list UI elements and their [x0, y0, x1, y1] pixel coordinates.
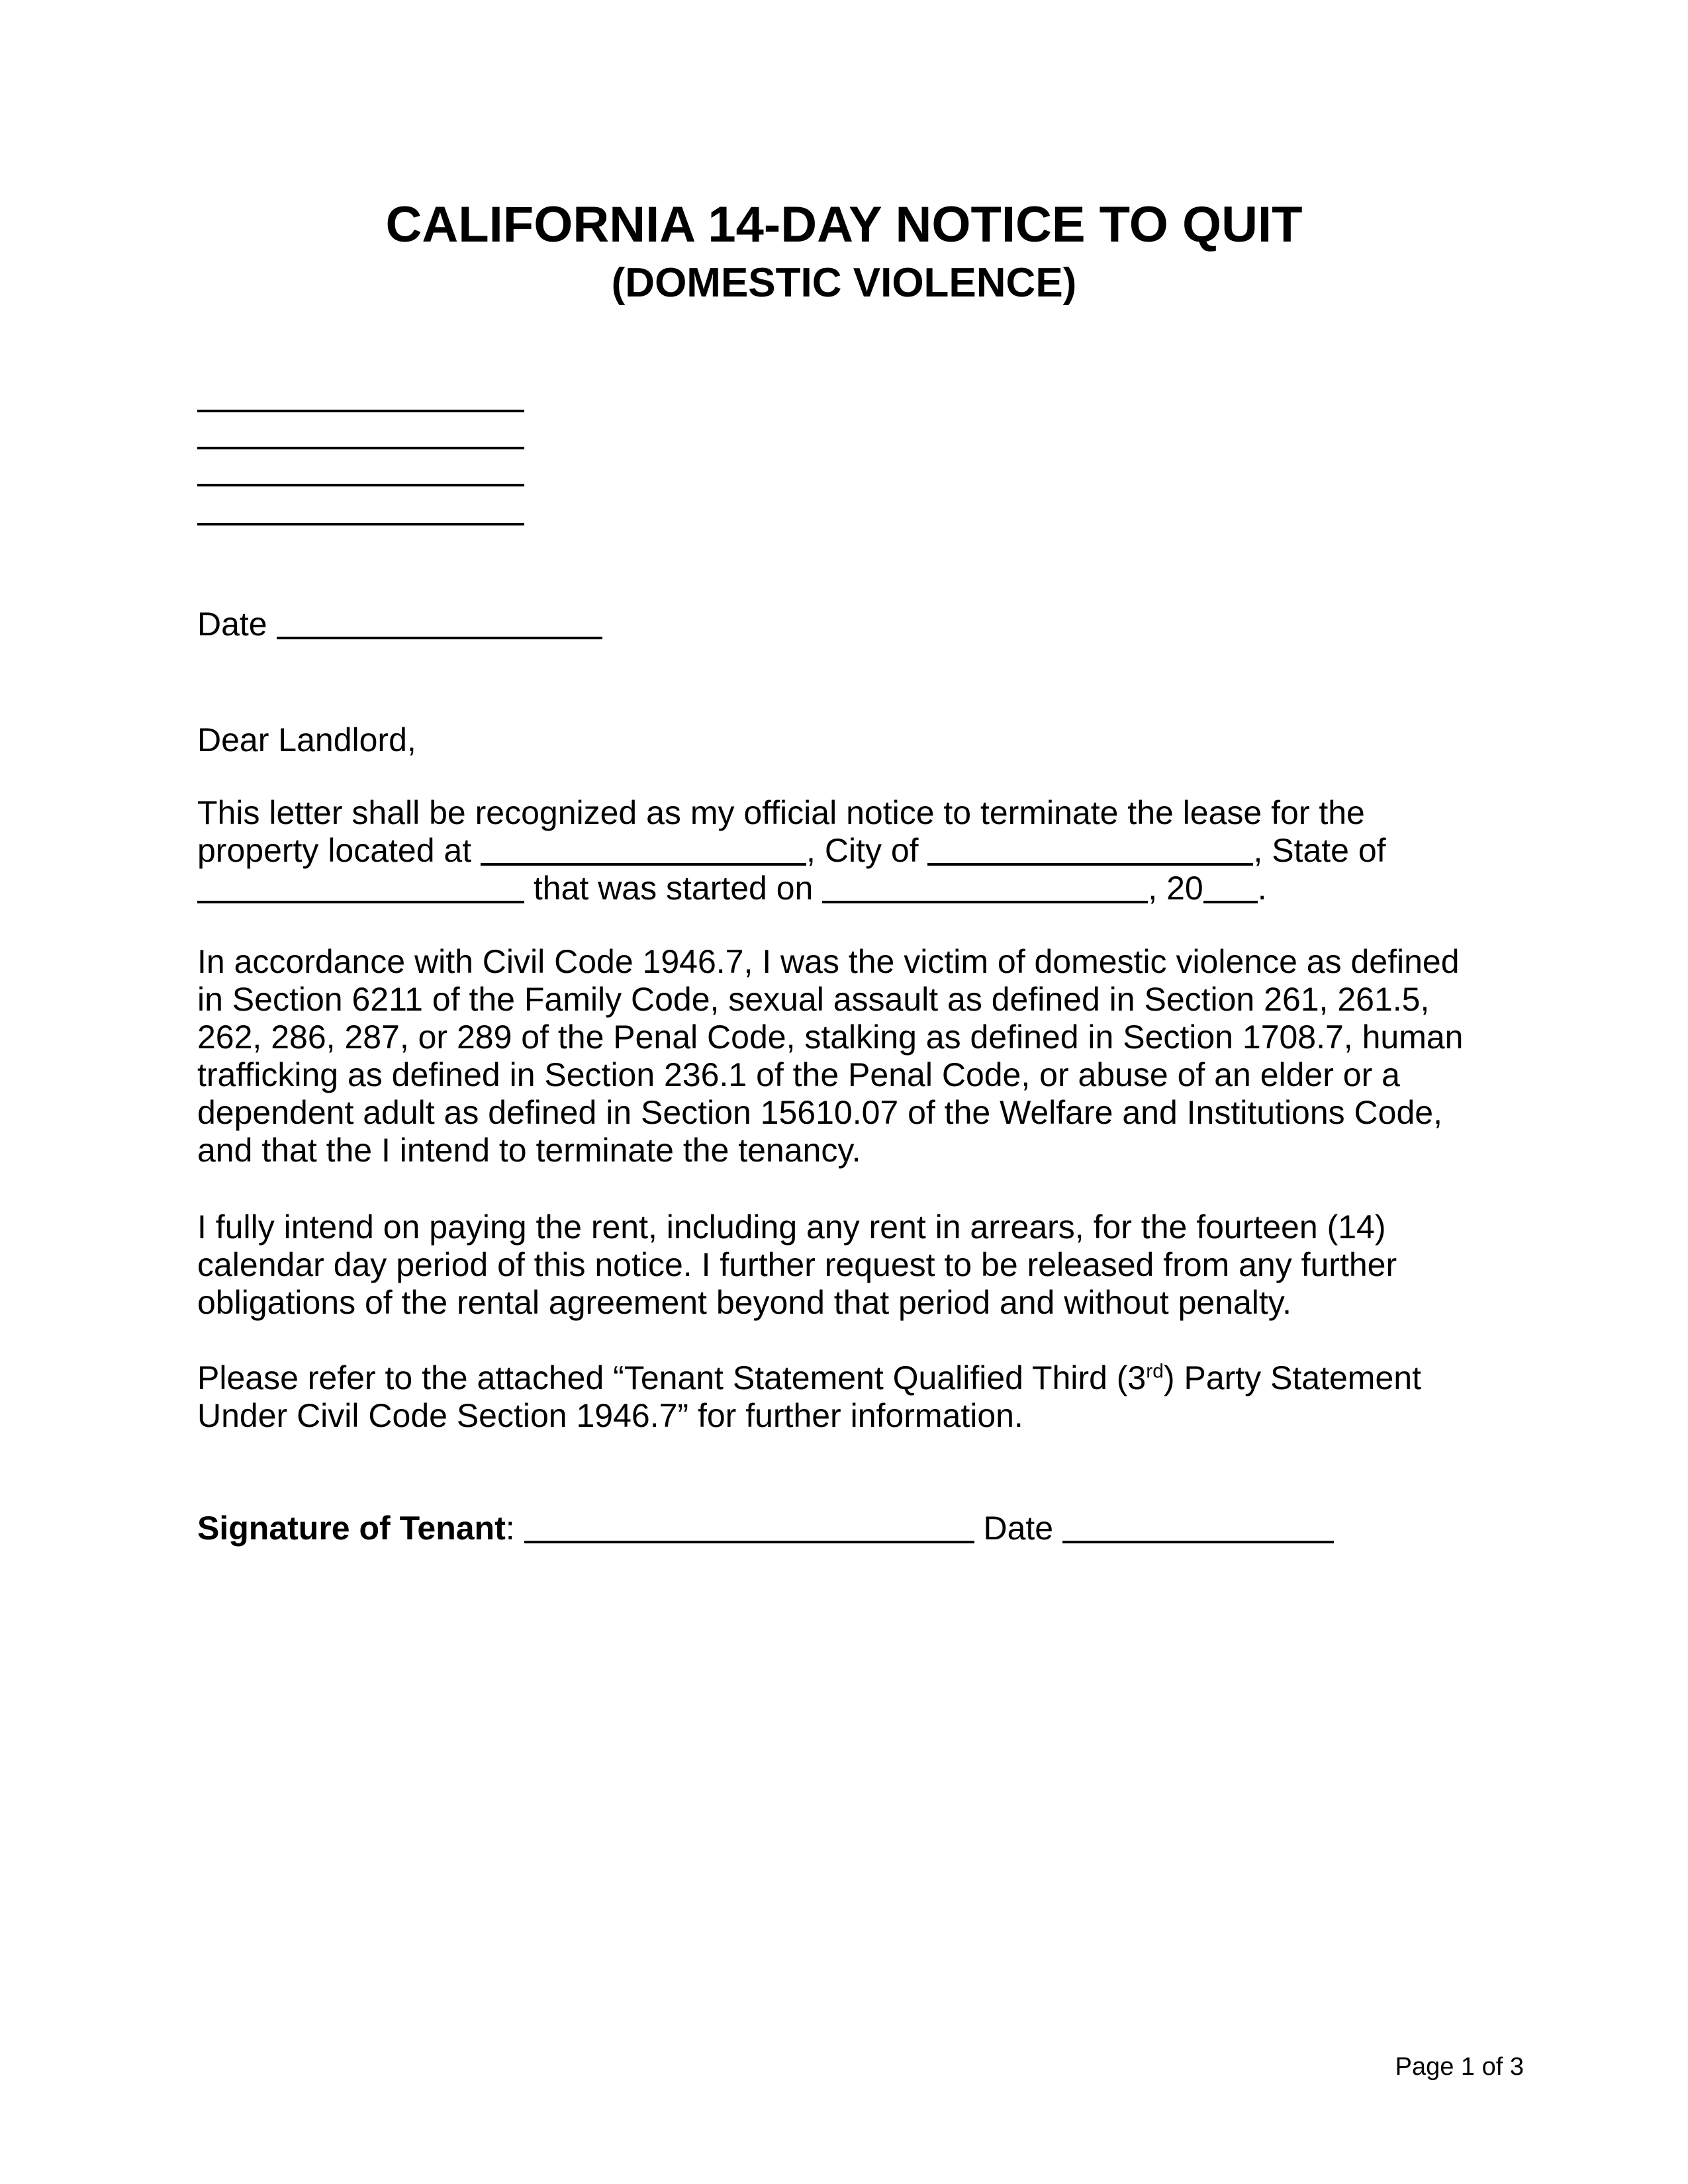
salutation: Dear Landlord, [197, 721, 416, 758]
para1-line-3 [197, 870, 1267, 907]
start-year-field[interactable] [1203, 874, 1258, 903]
ordinal-superscript: rd [1146, 1360, 1164, 1383]
city-label: , City of [806, 832, 919, 869]
para3-line: I fully intend on paying the rent, including any rent in arrears, for the fourteen (14) [197, 1208, 1386, 1246]
signature-label: Signature of Tenant [197, 1510, 506, 1547]
sender-address-line-2[interactable] [197, 447, 524, 449]
year-prefix: , 20 [1148, 870, 1203, 907]
document-subtitle: (DOMESTIC VIOLENCE) [611, 260, 1077, 306]
page-number: Page 1 of 3 [1395, 2053, 1524, 2081]
signature-row [197, 1510, 1334, 1547]
para4-text-end: ) Party Statement [1163, 1359, 1421, 1396]
sender-address-line-3[interactable] [197, 484, 524, 486]
signature-field[interactable] [524, 1514, 974, 1543]
signature-date-field[interactable] [1062, 1514, 1334, 1543]
para3-line: obligations of the rental agreement beyond that period and without penalty. [197, 1284, 1291, 1321]
para2-line: and that the I intend to terminate the tenancy. [197, 1132, 861, 1169]
date-field[interactable] [277, 610, 602, 639]
para1-line-1: This letter shall be recognized as my official notice to terminate the lease for the [197, 794, 1365, 831]
para2-line: In accordance with Civil Code 1946.7, I was the victim of domestic violence as defined [197, 943, 1460, 980]
period: . [1257, 870, 1267, 907]
date-label: Date [197, 606, 267, 643]
state-field[interactable] [197, 874, 524, 903]
para4-line-1 [197, 1359, 1421, 1397]
property-address-field[interactable] [481, 837, 806, 866]
para4-text: Please refer to the attached “Tenant Statement Qualified Third (3 [197, 1359, 1147, 1396]
para2-line: dependent adult as defined in Section 15610.07 of the Welfare and Institutions Code, [197, 1094, 1442, 1131]
para2-line: 262, 286, 287, or 289 of the Penal Code, stalking as defined in Section 1708.7, human [197, 1019, 1464, 1056]
started-label: that was started on [533, 870, 814, 907]
para3-line: calendar day period of this notice. I further request to be released from any further [197, 1246, 1397, 1283]
signature-colon: : [505, 1510, 515, 1547]
city-field[interactable] [927, 837, 1253, 866]
sender-address-line-4[interactable] [197, 523, 524, 525]
date-row [197, 606, 602, 643]
para2-line: trafficking as defined in Section 236.1 of the Penal Code, or abuse of an elder or a [197, 1056, 1400, 1093]
para1-line-2 [197, 832, 1386, 870]
para2-line: in Section 6211 of the Family Code, sexual assault as defined in Section 261, 261.5, [197, 981, 1430, 1018]
start-date-field[interactable] [822, 874, 1148, 903]
para4-line-2: Under Civil Code Section 1946.7” for further information. [197, 1397, 1023, 1434]
sender-address-line-1[interactable] [197, 410, 524, 412]
document-title: CALIFORNIA 14-DAY NOTICE TO QUIT [385, 197, 1303, 253]
signature-date-label: Date [983, 1510, 1054, 1547]
property-label: property located at [197, 832, 472, 869]
state-label: , State of [1253, 832, 1386, 869]
